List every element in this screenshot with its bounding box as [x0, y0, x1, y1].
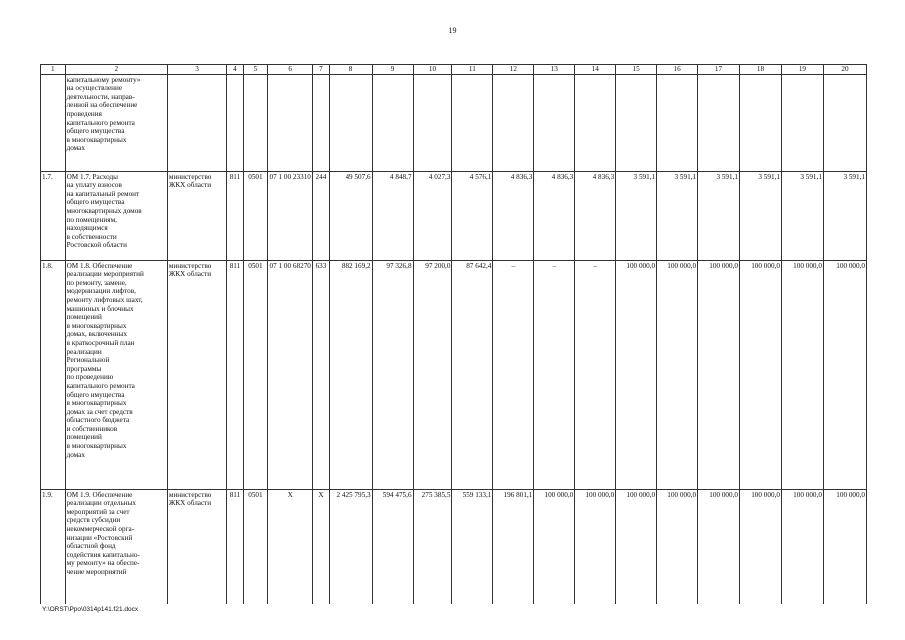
cell: 3 591,1 [781, 171, 823, 260]
cell: 275 385,5 [413, 489, 452, 604]
cell [575, 74, 616, 171]
cell: 3 591,1 [616, 171, 657, 260]
executor: министерство ЖКХ области [167, 489, 226, 604]
cell: 97 326,8 [372, 260, 413, 489]
header-cell: 13 [534, 65, 575, 75]
file-path-footer: Y:\ORST\Ppo\0314p141.f21.docx [42, 606, 139, 613]
cell: 3 591,1 [698, 171, 740, 260]
table-row [41, 260, 867, 489]
measure-name: ОМ 1.9. Обеспечение реализации отдельных мероприятий за счет средств субсидии некоммерческой орга- низации «Ростовский областной фонд содействия капитально- му ремонту» на обеспе- чение мероприятий [65, 489, 167, 604]
cell: 100 000,0 [823, 489, 866, 604]
cell: 2 425 795,3 [329, 489, 372, 604]
budget-table [40, 64, 867, 604]
cell [493, 74, 534, 171]
executor: министерство ЖКХ области [167, 171, 226, 260]
header-cell: 15 [616, 65, 657, 75]
cell [313, 74, 329, 171]
page-number: 19 [448, 26, 457, 35]
measure-name: ОМ 1.8. Обеспечение реализации мероприятий по ремонту, замене, модернизации лифтов, ремонту лифтовых шахт, машинных и блочных помещений в многоквартирных домах, включенных в краткосрочный план реализации Региональной программы по проведению капитального ремонта общего имущества в многоквартирных домах за счет средств областного бюджета и собственников помещений в многоквартирных домах [65, 260, 167, 489]
cell: 100 000,0 [616, 260, 657, 489]
cell: – [575, 260, 616, 489]
cell: 100 000,0 [823, 260, 866, 489]
row-number: 1.7. [41, 171, 66, 260]
cell: – [493, 260, 534, 489]
cell: 100 000,0 [740, 489, 782, 604]
header-cell: 9 [372, 65, 413, 75]
header-cell: 7 [313, 65, 329, 75]
row-number [41, 74, 66, 171]
table-row [41, 74, 867, 171]
cell: 882 169,2 [329, 260, 372, 489]
cell: 100 000,0 [781, 489, 823, 604]
cell: 594 475,6 [372, 489, 413, 604]
cell: 4 836,3 [493, 171, 534, 260]
header-cell: 18 [740, 65, 782, 75]
cell: 100 000,0 [534, 489, 575, 604]
header-cell: 17 [698, 65, 740, 75]
executor [167, 74, 226, 171]
cell: 49 507,6 [329, 171, 372, 260]
table-row [41, 171, 867, 260]
header-cell: 1 [41, 65, 66, 75]
cell: 07 1 00 23310 [268, 171, 313, 260]
cell: 0501 [243, 489, 268, 604]
cell: 4 576,1 [452, 171, 493, 260]
cell: 0501 [243, 171, 268, 260]
cell: Х [268, 489, 313, 604]
row-number: 1.9. [41, 489, 66, 604]
cell: 196 801,1 [493, 489, 534, 604]
cell [698, 74, 740, 171]
cell: 100 000,0 [698, 260, 740, 489]
cell: 07 1 00 68270 [268, 260, 313, 489]
cell: 3 591,1 [657, 171, 698, 260]
measure-name: ОМ 1.7. Расходы на уплату взносов на капитальный ремонт общего имущества многоквартирных домов по помещениям, находящимся в собственности Ростовской области [65, 171, 167, 260]
header-cell: 20 [823, 65, 866, 75]
cell [372, 74, 413, 171]
cell: 87 642,4 [452, 260, 493, 489]
cell: 100 000,0 [740, 260, 782, 489]
header-cell: 19 [781, 65, 823, 75]
cell: – [534, 260, 575, 489]
measure-name: капитальному ремонту» на осуществление деятельности, направ- ленной на обеспечение проведения капитального ремонта общего имущества в многоквартирных домах [65, 74, 167, 171]
header-cell: 14 [575, 65, 616, 75]
header-cell: 8 [329, 65, 372, 75]
header-cell: 11 [452, 65, 493, 75]
table-row [41, 489, 867, 604]
cell: 100 000,0 [575, 489, 616, 604]
cell: 4 848,7 [372, 171, 413, 260]
cell: 100 000,0 [657, 489, 698, 604]
cell [413, 74, 452, 171]
cell [227, 74, 243, 171]
header-cell: 12 [493, 65, 534, 75]
cell: 100 000,0 [781, 260, 823, 489]
cell [740, 74, 782, 171]
header-cell: 3 [167, 65, 226, 75]
header-cell: 16 [657, 65, 698, 75]
cell: 811 [227, 489, 243, 604]
cell: 4 836,3 [534, 171, 575, 260]
cell [781, 74, 823, 171]
header-cell: 6 [268, 65, 313, 75]
cell [329, 74, 372, 171]
cell: 4 027,3 [413, 171, 452, 260]
cell: 559 133,1 [452, 489, 493, 604]
cell: 244 [313, 171, 329, 260]
cell: 100 000,0 [657, 260, 698, 489]
cell [823, 74, 866, 171]
cell: 0501 [243, 260, 268, 489]
cell [616, 74, 657, 171]
cell: 100 000,0 [698, 489, 740, 604]
header-cell: 10 [413, 65, 452, 75]
cell [534, 74, 575, 171]
cell [452, 74, 493, 171]
cell [243, 74, 268, 171]
cell: 811 [227, 171, 243, 260]
cell: 100 000,0 [616, 489, 657, 604]
cell: 811 [227, 260, 243, 489]
header-cell: 2 [65, 65, 167, 75]
header-cell: 5 [243, 65, 268, 75]
cell: Х [313, 489, 329, 604]
cell: 97 200,0 [413, 260, 452, 489]
cell: 4 836,3 [575, 171, 616, 260]
cell: 3 591,1 [823, 171, 866, 260]
cell: 3 591,1 [740, 171, 782, 260]
cell [657, 74, 698, 171]
row-number: 1.8. [41, 260, 66, 489]
header-cell: 4 [227, 65, 243, 75]
executor: министерство ЖКХ области [167, 260, 226, 489]
cell [268, 74, 313, 171]
cell: 633 [313, 260, 329, 489]
table-header-row [41, 65, 867, 75]
